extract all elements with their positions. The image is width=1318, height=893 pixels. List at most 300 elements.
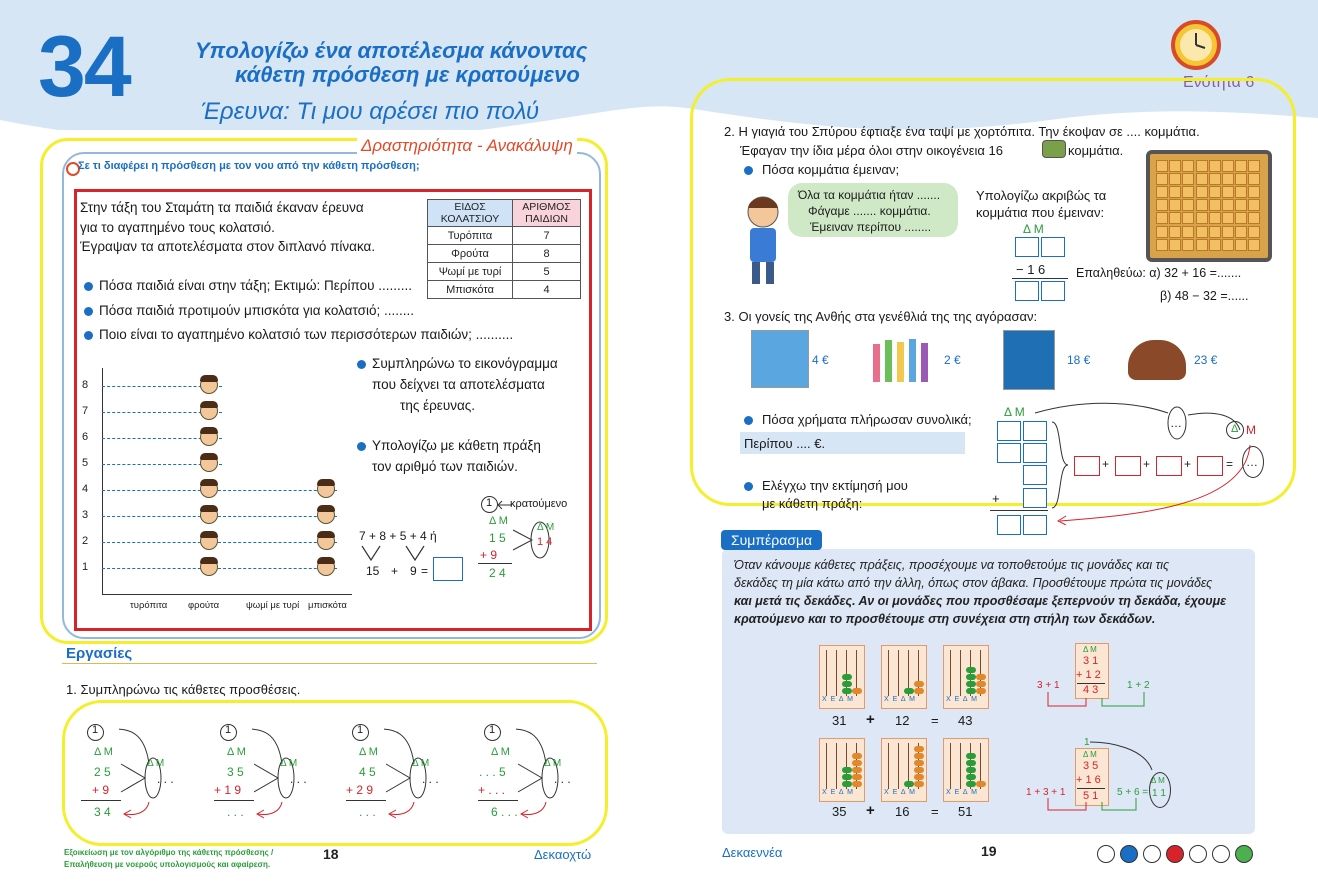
calc-answer-box[interactable] [433,557,463,581]
sum-bubble-answer[interactable]: . . . [290,772,307,786]
tray-cell [1169,226,1181,238]
add-box-tens[interactable] [997,421,1021,441]
page-word-left: Δεκαοχτώ [534,847,592,862]
color-dot [1097,845,1115,863]
abacus-bead [904,688,914,694]
tray-cell [1222,212,1234,224]
vs2-add: + 1 6 [1076,774,1101,786]
tray-cell [1222,226,1234,238]
verify-a: Επαληθεύω: α) 32 + 16 =....... [1076,266,1242,280]
abacus-icon [881,645,927,709]
sum-top: 2 5 [94,765,111,779]
grid-line [102,568,337,569]
abacus-icon [881,738,927,802]
vertical-sum-exercise [85,720,205,830]
abacus-labels: Χ Ε Δ Μ [946,696,978,703]
abacus-bead [966,674,976,680]
tray-cell [1156,160,1168,172]
vs1-res: 4 3 [1083,684,1099,696]
tray-cell [1196,160,1208,172]
tray-cell [1222,239,1234,251]
tray-cell [1182,173,1194,185]
ellipsis-1: … [1170,416,1182,430]
abacus-bead [842,688,852,694]
calc-row-2: + 9 [480,548,498,562]
sub-dm: Δ Μ [1023,222,1044,236]
table-header-type: ΕΙΔΟΣ ΚΟΛΑΤΣΙΟΥ [428,200,513,227]
title-line-1: Υπολογίζω ένα αποτέλεσμα κάνοντας [195,38,588,63]
candles-icon [873,336,935,382]
intro-line-1: Στην τάξη του Σταμάτη τα παιδιά έκαναν έρευνα [80,200,364,215]
vs2-dm: Δ Μ [1083,750,1097,759]
plus-sign: + [1102,457,1110,471]
conclusion-text-3: και μετά τις δεκάδες. Αν οι μονάδες που προσθέσαμε ξεπερνούν τη δεκάδα, έχουμε [734,594,1227,608]
page-word-right: Δεκαεννέα [722,845,783,860]
tray-cell [1169,160,1181,172]
abacus-bead [842,781,852,787]
vs1-right: 1 + 2 [1127,680,1150,691]
calc-branches [360,544,440,564]
tray-cell [1182,212,1194,224]
abacus-labels: Χ Ε Δ Μ [946,789,978,796]
footer-note-line-2: Επαλήθευση με νοερούς υπολογισμούς και αφαίρεση. [64,860,271,869]
bullet-question-1: Πόσα παιδιά είναι στην τάξη; Εκτιμώ: Περίπου ......... [99,278,413,293]
sum-bubble-answer[interactable]: . . . [554,772,571,786]
sum-dm: Δ Μ [359,746,378,758]
color-dot [1212,845,1230,863]
tray-cell [1196,239,1208,251]
price-4: 23 € [1194,353,1218,367]
y-tick-label: 3 [82,509,89,521]
sum-bubble-dm: Δ Μ [412,758,430,769]
add-dm: Δ Μ [1004,405,1025,419]
sum-result: 6 . . . [491,805,518,819]
check-line-2: με κάθετη πράξη: [762,496,863,511]
problem-3-line: 3. Οι γονείς της Ανθής στα γενέθλιά της της αγόρασαν: [724,309,1038,324]
eq1-eq: = [931,713,939,728]
pie-slice-icon [1042,140,1066,158]
y-tick-label: 1 [82,561,89,573]
table-row: Φρούτα 8 [428,245,581,263]
abacus-bead [966,753,976,759]
abacus-rod [836,650,837,696]
eq1-op: + [866,711,875,728]
verify-b: β) 48 − 32 =...... [1160,289,1249,303]
sum-top: 4 5 [359,765,376,779]
sub-line [1012,278,1068,279]
grid-line [102,542,337,543]
tray-cell [1169,239,1181,251]
calc-line [478,563,512,564]
sum-dm: Δ Μ [227,746,246,758]
x-category-label: φρούτα [188,600,220,611]
speech-line-1: Όλα τα κομμάτια ήταν ....... [798,188,941,202]
abacus-bead [966,667,976,673]
abacus-bead [914,753,924,759]
tray-cell [1235,199,1247,211]
calc-plus: + [391,564,399,578]
abacus-rod [826,650,827,696]
y-axis [102,368,103,594]
add-box-tens[interactable] [997,443,1021,463]
sum-line [478,800,518,801]
vs2-bubble-dm: Δ Μ [1151,776,1165,785]
conclusion-text-4: κρατούμενο και το προσθέτουμε στη συνέχεια στη στήλη των δεκάδων. [734,612,1156,626]
right-bullet-1-line-3: της έρευνας. [400,398,476,413]
tens-letter: Δ [1231,423,1239,435]
tray-cell [1209,212,1221,224]
abacus-bead [966,760,976,766]
abacus-rod [826,743,827,789]
bullet-icon [84,331,93,340]
flow-arrows [1020,395,1270,525]
x-category-label: ψωμί με τυρί [246,600,300,611]
sum-dm: Δ Μ [94,746,113,758]
tray-cell [1209,186,1221,198]
abacus-rod [950,650,951,696]
sub-box-tens[interactable] [1015,237,1039,257]
bullet-icon [744,482,753,491]
abacus-bead [914,688,924,694]
tray-cell [1182,226,1194,238]
page-number-right: 19 [981,843,997,859]
eq1-b: 12 [895,713,910,728]
bullet-icon [357,442,366,451]
x-axis [102,594,352,595]
tray-cell [1156,199,1168,211]
right-bullet-2-line-1: Υπολογίζω με κάθετη πράξη [372,438,541,453]
abacus-bead [852,781,862,787]
sub-result-units[interactable] [1041,281,1065,301]
sum-result: 3 4 [94,805,111,819]
color-dot [1120,845,1138,863]
x-category-label: τυρόπιτα [130,600,168,611]
tray-cell [1235,212,1247,224]
eq2-b: 16 [895,804,910,819]
footer-note-line-1: Εξοικείωση με τον αλγόριθμο της κάθετης πρόσθεσης / [64,848,274,857]
table-row: Μπισκότα 4 [428,281,581,299]
table-row: Ψωμί με τυρί 5 [428,263,581,281]
table-row: Τυρόπιτα 7 [428,227,581,245]
tray-cell [1196,173,1208,185]
book-gift-icon [751,330,809,388]
tray-cell [1235,186,1247,198]
color-dot [1143,845,1161,863]
vs1-arrows [1040,692,1170,712]
problem-2-question: Πόσα κομμάτια έμειναν; [762,162,900,177]
check-line-1: Ελέγχω την εκτίμησή μου [762,478,908,493]
tray-cell [1169,212,1181,224]
tray-grid [1156,160,1262,252]
sum-dm: Δ Μ [491,746,510,758]
sub-minus-row: − 1 6 [1016,262,1046,277]
right-bullet-1-line-1: Συμπληρώνω το εικονόγραμμα [372,356,558,371]
grid-line [102,516,337,517]
price-1: 4 € [812,353,829,367]
table-header-count: ΑΡΙΘΜΟΣ ΠΑΙΔΙΩΝ [513,200,581,227]
price-2: 2 € [944,353,961,367]
abacus-bead [966,681,976,687]
activity-question: Σε τι διαφέρει η πρόσθεση με τον νου από την κάθετη πρόσθεση; [78,160,420,172]
y-tick-label: 2 [82,535,89,547]
abacus-icon [943,738,989,802]
sum-bubble-answer[interactable]: . . . [422,772,439,786]
tray-cell [1222,160,1234,172]
eq2-a: 35 [832,804,847,819]
add-plus: + [992,491,1000,506]
abacus-bead [842,674,852,680]
tray-cell [1196,212,1208,224]
tray-cell [1196,226,1208,238]
abacus-rod [950,743,951,789]
tray-cell [1248,212,1260,224]
tray-cell [1156,226,1168,238]
approx-text: Περίπου .... €. [744,436,826,451]
sub-result-tens[interactable] [1015,281,1039,301]
eq1-a: 31 [832,713,847,728]
carry-label: κρατούμενο [510,498,568,510]
abacus-labels: Χ Ε Δ Μ [822,696,854,703]
tray-cell [1248,226,1260,238]
add-box-tens[interactable] [997,515,1021,535]
tray-cell [1248,160,1260,172]
sum-top: 3 5 [227,765,244,779]
sum-add: + 2 9 [346,783,374,797]
tray-cell [1169,173,1181,185]
abacus-bead [852,688,862,694]
tray-cell [1196,186,1208,198]
abacus-rod [960,743,961,789]
carry-digit: 1 [92,724,99,736]
sum-result: . . . [359,805,376,819]
lesson-number: 34 [38,19,130,115]
cake-icon [1128,340,1186,380]
intro-line-2: για το αγαπημένο τους κολατσιό. [80,220,275,235]
sum-line [81,800,121,801]
tray-cell [1235,160,1247,172]
vs2-top: 3 5 [1083,760,1099,772]
tray-cell [1222,173,1234,185]
vertical-sum-exercise [346,720,470,830]
tray-cell [1235,239,1247,251]
sum-bubble-dm: Δ Μ [147,758,165,769]
tray-cell [1182,186,1194,198]
book-icon [1003,330,1055,390]
pictogram [80,368,350,618]
tray-cell [1156,239,1168,251]
abacus-bead [842,681,852,687]
tray-cell [1182,199,1194,211]
bullet-icon [744,416,753,425]
speech-line-3: Έμειναν περίπου ........ [810,220,932,234]
abacus-rod [888,743,889,789]
tray-cell [1156,173,1168,185]
carry-digit: 1 [489,724,496,736]
vertical-sum-exercise [478,720,602,830]
tray-cell [1248,173,1260,185]
conclusion-text-2: δεκάδες τη μία κάτω από την άλλη, όπως στον άβακα. Προσθέτουμε πρώτα τις μονάδες [734,576,1213,590]
sum-bubble-answer[interactable]: . . . [157,772,174,786]
color-dot [1166,845,1184,863]
abacus-bead [914,681,924,687]
vertical-sum-exercise [214,720,338,830]
vs1-top: 3 1 [1083,655,1099,667]
abacus-bead [914,781,924,787]
vs2-arrows [1040,740,1170,812]
eq2-eq: = [931,804,939,819]
units-letter: Μ [1246,423,1256,437]
plus-sign: + [1184,457,1192,471]
abacus-bead [914,774,924,780]
abacus-bead [914,746,924,752]
abacus-bead [852,767,862,773]
abacus-bead [966,767,976,773]
eq2-c: 51 [958,804,973,819]
sum-add: + 9 [92,783,110,797]
sum-bubble-dm: Δ Μ [544,758,562,769]
sum-line [214,800,254,801]
sum-add: + . . . [478,783,506,797]
y-tick-label: 5 [82,457,89,469]
sum-result: . . . [227,805,244,819]
tray-cell [1169,186,1181,198]
bullet-question-2: Πόσα παιδιά προτιμούν μπισκότα για κολατσιό; ........ [99,303,414,318]
tray-cell [1209,199,1221,211]
calc-result: 2 4 [489,566,506,580]
tray-cell [1209,173,1221,185]
abacus-rod [898,743,899,789]
abacus-rod [898,650,899,696]
tray-cell [1235,226,1247,238]
carry-digit: 1 [357,724,364,736]
tray-cell [1209,160,1221,172]
conclusion-text-1: Όταν κάνουμε κάθετες πράξεις, προσέχουμε να τοποθετούμε τις μονάδες και τις [734,558,1170,572]
price-3: 18 € [1067,353,1091,367]
bullet-question-3: Ποιο είναι το αγαπημένο κολατσιό των περισσότερων παιδιών; .......... [99,327,514,342]
abacus-icon [819,645,865,709]
problem-3-question: Πόσα χρήματα πλήρωσαν συνολικά; [762,412,972,427]
right-bullet-1-line-2: που δείχνει τα αποτελέσματα [372,377,545,392]
calc-note-line-2: κομμάτια που έμειναν: [976,205,1105,220]
plus-sign: + [1143,457,1151,471]
abacus-rod [836,743,837,789]
bullet-icon [357,360,366,369]
carry-arrow [496,500,516,510]
sum-top: . . . 5 [479,765,506,779]
intro-line-3: Έγραψαν τα αποτελέσματα στον διπλανό πίνακα. [80,239,376,254]
activity-title: Δραστηριότητα - Ανακάλυψη [357,136,577,156]
tray-cell [1222,199,1234,211]
y-tick-label: 6 [82,431,89,443]
tray-cell [1248,239,1260,251]
survey-table [427,199,581,299]
abacus-rod [888,650,889,696]
carry-digit: 1 [486,497,493,509]
tray-cell [1248,199,1260,211]
sum-add: + 1 9 [214,783,242,797]
vs2-right: 5 + 6 = [1117,787,1149,798]
tray-cell [1156,186,1168,198]
task-1-instruction: 1. Συμπληρώνω τις κάθετες προσθέσεις. [66,682,301,697]
y-tick-label: 8 [82,379,89,391]
calc-dm: Δ Μ [489,515,508,527]
sub-box-units[interactable] [1041,237,1065,257]
vs1-add: + 1 2 [1076,669,1101,681]
abacus-bead [842,767,852,773]
vs1-dm: Δ Μ [1083,645,1097,654]
right-bullet-2-line-2: τον αριθμό των παιδιών. [372,459,518,474]
conclusion-tab: Συμπέρασμα [721,530,822,550]
abacus-bead [852,753,862,759]
x-category-label: μπισκότα [308,600,347,611]
tray-cell [1196,199,1208,211]
tray-cell [1209,239,1221,251]
calc-partial-right: 9 [410,564,417,578]
calc-expression: 7 + 8 + 5 + 4 ή [359,529,437,543]
abacus-icon [943,645,989,709]
vs2-carry: 1 [1084,737,1090,748]
vs2-left: 1 + 3 + 1 [1026,787,1066,798]
abacus-bead [842,774,852,780]
abacus-bead [914,767,924,773]
tray-cell [1156,212,1168,224]
bullet-icon [744,166,753,175]
boy-illustration [738,190,788,290]
abacus-bead [966,781,976,787]
abacus-labels: Χ Ε Δ Μ [884,696,916,703]
unit-label: Ενότητα 6 [1183,74,1255,91]
clock-icon [1171,20,1221,70]
title-line-2: κάθετη πρόσθεση με κρατούμενο [235,62,580,87]
subtitle: Έρευνα: Τι μου αρέσει πιο πολύ [201,98,540,125]
abacus-bead [904,781,914,787]
eq2-op: + [866,802,875,819]
abacus-rod [960,650,961,696]
bullet-icon [84,282,93,291]
problem-2-line-1: 2. Η γιαγιά του Σπύρου έφτιαξε ένα ταψί με χορτόπιτα. Την έκοψαν σε .... κομμάτια. [724,124,1200,139]
calc-bubble-value: 1 4 [537,536,553,548]
calc-equals: = [421,564,429,578]
tray-cell [1182,160,1194,172]
abacus-bead [852,774,862,780]
tray-cell [1235,173,1247,185]
calc-bubble-dm: Δ Μ [537,522,555,533]
carry-digit: 1 [225,724,232,736]
abacus-bead [976,674,986,680]
abacus-bead [976,781,986,787]
sum-line [346,800,386,801]
abacus-bead [976,688,986,694]
abacus-bead [914,760,924,766]
grid-line [102,490,337,491]
tray-cell [1248,186,1260,198]
y-tick-label: 4 [82,483,89,495]
calc-row-1: 1 5 [489,531,506,545]
abacus-labels: Χ Ε Δ Μ [822,789,854,796]
page-number-left: 18 [323,846,339,862]
abacus-bead [976,681,986,687]
abacus-icon [819,738,865,802]
tray-cell [1209,226,1221,238]
abacus-bead [852,760,862,766]
y-tick-label: 7 [82,405,89,417]
equals-sign: = [1226,457,1234,471]
abacus-labels: Χ Ε Δ Μ [884,789,916,796]
eq1-c: 43 [958,713,973,728]
tasks-heading-rule [62,663,597,664]
color-dot [1235,845,1253,863]
baking-tray-illustration [1146,150,1272,262]
